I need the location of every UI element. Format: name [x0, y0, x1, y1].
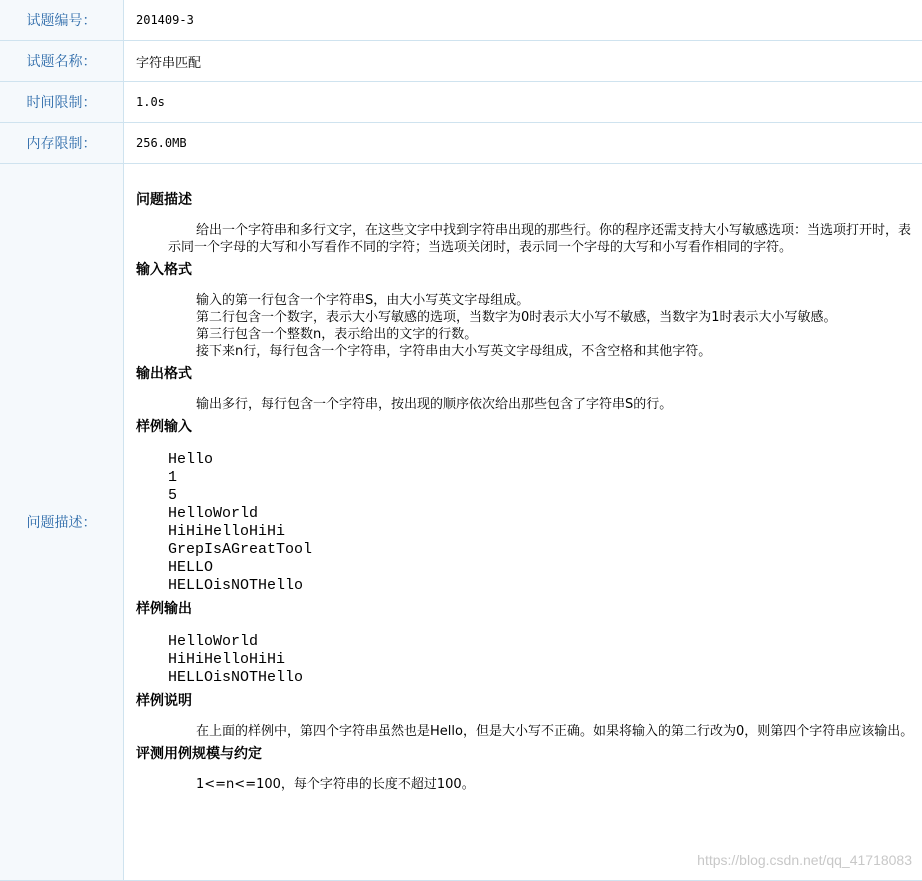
row-problem-id	[0, 0, 922, 41]
time-limit-label: 时间限制：	[0, 82, 124, 123]
sample-output-line: HelloWorld	[136, 633, 922, 651]
sample-explain-text: 在上面的样例中，第四个字符串虽然也是Hello，但是大小写不正确。如果将输入的第二行改为0，则第四个字符串应该输出。	[136, 723, 922, 740]
problem-id-value: 201409-3	[124, 0, 922, 41]
memory-limit-value: 256.0MB	[124, 123, 922, 164]
description-content	[124, 164, 922, 793]
sample-output-title: 样例输出	[136, 599, 922, 619]
row-description	[0, 164, 922, 881]
watermark: https://blog.csdn.net/qq_41718083	[697, 852, 912, 868]
sample-input-line: HiHiHelloHiHi	[136, 523, 922, 541]
input-line: 第三行包含一个整数n，表示给出的文字的行数。	[136, 326, 922, 343]
sample-output-line: HiHiHelloHiHi	[136, 651, 922, 669]
scale-title: 评测用例规模与约定	[136, 744, 922, 764]
sample-explain-title: 样例说明	[136, 691, 922, 711]
input-format-title: 输入格式	[136, 260, 922, 280]
row-problem-name	[0, 41, 922, 82]
problem-text: 给出一个字符串和多行文字，在这些文字中找到字符串出现的那些行。你的程序还需支持大小写敏感选项：当选项打开时，表示同一个字母的大写和小写看作不同的字符；当选项关闭时，表示同一个字母的大写和小写看作相同的字符。	[136, 222, 922, 256]
problem-section-title: 问题描述	[136, 190, 922, 210]
sample-output-line: HELLOisNOTHello	[136, 669, 922, 687]
scale-text: 1<=n<=100，每个字符串的长度不超过100。	[136, 776, 922, 793]
sample-input-line: HELLO	[136, 559, 922, 577]
time-limit-value: 1.0s	[124, 82, 922, 123]
output-format-title: 输出格式	[136, 364, 922, 384]
sample-output-block	[136, 633, 922, 687]
problem-name-value: 字符串匹配	[124, 41, 922, 82]
sample-input-line: HelloWorld	[136, 505, 922, 523]
sample-input-line: 5	[136, 487, 922, 505]
memory-limit-label: 内存限制：	[0, 123, 124, 164]
input-line: 接下来n行，每行包含一个字符串，字符串由大小写英文字母组成，不含空格和其他字符。	[136, 343, 922, 360]
sample-input-title: 样例输入	[136, 417, 922, 437]
sample-input-block	[136, 451, 922, 595]
output-text: 输出多行，每行包含一个字符串，按出现的顺序依次给出那些包含了字符串S的行。	[136, 396, 922, 413]
input-line: 输入的第一行包含一个字符串S，由大小写英文字母组成。	[136, 292, 922, 309]
description-cell	[124, 164, 922, 881]
row-memory-limit	[0, 123, 922, 164]
sample-input-line: 1	[136, 469, 922, 487]
problem-name-label: 试题名称：	[0, 41, 124, 82]
description-label: 问题描述：	[0, 164, 124, 881]
sample-input-line: GrepIsAGreatTool	[136, 541, 922, 559]
sample-input-line: Hello	[136, 451, 922, 469]
problem-id-label: 试题编号：	[0, 0, 124, 41]
row-time-limit	[0, 82, 922, 123]
input-line: 第二行包含一个数字，表示大小写敏感的选项，当数字为0时表示大小写不敏感，当数字为1时表示大小写敏感。	[136, 309, 922, 326]
sample-input-line: HELLOisNOTHello	[136, 577, 922, 595]
input-format-lines	[136, 292, 922, 360]
